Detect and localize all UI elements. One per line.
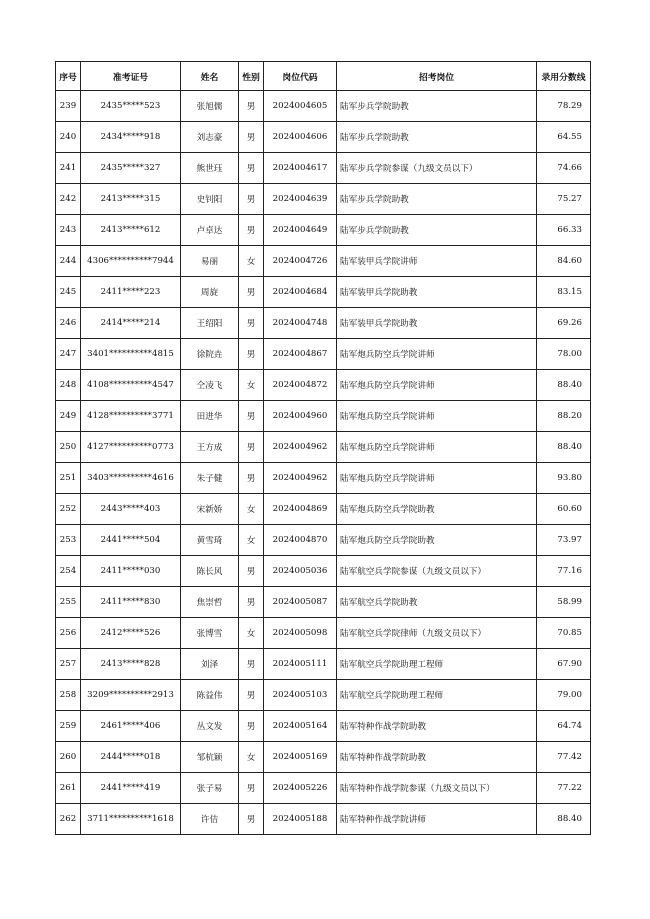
- cell-post-code: 2024005188: [264, 804, 337, 835]
- table-body: [56, 91, 591, 835]
- cell-post-code: 2024005036: [264, 556, 337, 587]
- cell-post-code: 2024005111: [264, 649, 337, 680]
- table-row: [56, 711, 591, 742]
- header-seq: 序号: [56, 62, 81, 91]
- cell-seq: 258: [56, 680, 81, 711]
- cell-name: 易丽: [181, 246, 239, 277]
- cell-name: 刘泽: [181, 649, 239, 680]
- cell-score: 74.66: [537, 153, 591, 184]
- cell-exam-id: 2441*****504: [81, 525, 181, 556]
- cell-exam-id: 2435*****523: [81, 91, 181, 122]
- table-row: [56, 680, 591, 711]
- cell-post: 陆军航空兵学院助理工程师: [337, 649, 537, 680]
- table-row: [56, 91, 591, 122]
- table-row: [56, 463, 591, 494]
- cell-seq: 261: [56, 773, 81, 804]
- cell-seq: 254: [56, 556, 81, 587]
- cell-post: 陆军特种作战学院助教: [337, 711, 537, 742]
- cell-exam-id: 2413*****828: [81, 649, 181, 680]
- cell-gender: 男: [239, 773, 264, 804]
- cell-score: 70.85: [537, 618, 591, 649]
- cell-name: 仝凌飞: [181, 370, 239, 401]
- cell-post-code: 2024004870: [264, 525, 337, 556]
- cell-post-code: 2024005087: [264, 587, 337, 618]
- cell-gender: 女: [239, 742, 264, 773]
- header-gender: 性别: [239, 62, 264, 91]
- cell-name: 焦崇哲: [181, 587, 239, 618]
- cell-score: 77.22: [537, 773, 591, 804]
- cell-score: 78.00: [537, 339, 591, 370]
- table-row: [56, 246, 591, 277]
- cell-gender: 男: [239, 91, 264, 122]
- cell-post: 陆军炮兵防空兵学院助教: [337, 525, 537, 556]
- cell-exam-id: 4306**********7944: [81, 246, 181, 277]
- cell-name: 许佶: [181, 804, 239, 835]
- cell-exam-id: 4127**********0773: [81, 432, 181, 463]
- cell-gender: 女: [239, 246, 264, 277]
- cell-seq: 239: [56, 91, 81, 122]
- cell-seq: 255: [56, 587, 81, 618]
- cell-gender: 男: [239, 308, 264, 339]
- header-name: 姓名: [181, 62, 239, 91]
- cell-name: 卢卓达: [181, 215, 239, 246]
- cell-gender: 男: [239, 401, 264, 432]
- cell-post: 陆军步兵学院参谋（九级文员以下）: [337, 153, 537, 184]
- cell-seq: 244: [56, 246, 81, 277]
- cell-gender: 女: [239, 494, 264, 525]
- cell-seq: 247: [56, 339, 81, 370]
- cell-gender: 男: [239, 804, 264, 835]
- cell-post: 陆军装甲兵学院助教: [337, 308, 537, 339]
- cell-score: 93.80: [537, 463, 591, 494]
- cell-exam-id: 2443*****403: [81, 494, 181, 525]
- table-row: [56, 308, 591, 339]
- table-row: [56, 618, 591, 649]
- cell-exam-id: 3711**********1618: [81, 804, 181, 835]
- header-row: [56, 62, 591, 91]
- cell-score: 88.40: [537, 804, 591, 835]
- cell-post: 陆军炮兵防空兵学院讲师: [337, 401, 537, 432]
- cell-exam-id: 2411*****830: [81, 587, 181, 618]
- cell-post-code: 2024004617: [264, 153, 337, 184]
- cell-name: 田进华: [181, 401, 239, 432]
- cell-post-code: 2024004962: [264, 432, 337, 463]
- cell-seq: 243: [56, 215, 81, 246]
- cell-exam-id: 2413*****315: [81, 184, 181, 215]
- cell-post: 陆军航空兵学院律师（九级文员以下）: [337, 618, 537, 649]
- cell-gender: 男: [239, 556, 264, 587]
- cell-post-code: 2024004869: [264, 494, 337, 525]
- cell-name: 陈长风: [181, 556, 239, 587]
- header-post-code: 岗位代码: [264, 62, 337, 91]
- cell-post-code: 2024004684: [264, 277, 337, 308]
- cell-exam-id: 2444*****018: [81, 742, 181, 773]
- table-row: [56, 370, 591, 401]
- cell-gender: 女: [239, 370, 264, 401]
- cell-post-code: 2024004605: [264, 91, 337, 122]
- cell-name: 宋新娇: [181, 494, 239, 525]
- cell-exam-id: 2414*****214: [81, 308, 181, 339]
- cell-exam-id: 3209**********2913: [81, 680, 181, 711]
- cell-gender: 男: [239, 649, 264, 680]
- cell-score: 83.15: [537, 277, 591, 308]
- cell-score: 58.99: [537, 587, 591, 618]
- cell-gender: 男: [239, 463, 264, 494]
- table-row: [56, 153, 591, 184]
- cell-name: 朱子健: [181, 463, 239, 494]
- cell-post-code: 2024005169: [264, 742, 337, 773]
- cell-gender: 男: [239, 711, 264, 742]
- table-row: [56, 556, 591, 587]
- results-table: [55, 61, 591, 835]
- cell-seq: 262: [56, 804, 81, 835]
- cell-score: 84.60: [537, 246, 591, 277]
- cell-name: 周旋: [181, 277, 239, 308]
- cell-name: 王绍阳: [181, 308, 239, 339]
- cell-score: 64.74: [537, 711, 591, 742]
- table-row: [56, 804, 591, 835]
- cell-exam-id: 2411*****223: [81, 277, 181, 308]
- cell-name: 徐院垚: [181, 339, 239, 370]
- cell-gender: 男: [239, 122, 264, 153]
- cell-gender: 男: [239, 277, 264, 308]
- cell-score: 88.40: [537, 432, 591, 463]
- cell-gender: 男: [239, 680, 264, 711]
- cell-score: 79.00: [537, 680, 591, 711]
- cell-post: 陆军炮兵防空兵学院讲师: [337, 339, 537, 370]
- cell-seq: 259: [56, 711, 81, 742]
- cell-seq: 256: [56, 618, 81, 649]
- table-row: [56, 277, 591, 308]
- table-row: [56, 122, 591, 153]
- cell-seq: 241: [56, 153, 81, 184]
- cell-name: 刘志豪: [181, 122, 239, 153]
- cell-post: 陆军航空兵学院助教: [337, 587, 537, 618]
- table-header: [56, 62, 591, 91]
- cell-seq: 246: [56, 308, 81, 339]
- cell-gender: 男: [239, 432, 264, 463]
- table-row: [56, 494, 591, 525]
- cell-score: 60.60: [537, 494, 591, 525]
- cell-post-code: 2024005103: [264, 680, 337, 711]
- cell-post-code: 2024004867: [264, 339, 337, 370]
- cell-post-code: 2024004962: [264, 463, 337, 494]
- cell-score: 67.90: [537, 649, 591, 680]
- cell-seq: 249: [56, 401, 81, 432]
- cell-post: 陆军装甲兵学院讲师: [337, 246, 537, 277]
- table-row: [56, 401, 591, 432]
- cell-gender: 男: [239, 339, 264, 370]
- table-row: [56, 525, 591, 556]
- cell-gender: 女: [239, 618, 264, 649]
- cell-exam-id: 3403**********4616: [81, 463, 181, 494]
- cell-exam-id: 2411*****030: [81, 556, 181, 587]
- table-row: [56, 587, 591, 618]
- cell-gender: 女: [239, 525, 264, 556]
- cell-post: 陆军炮兵防空兵学院助教: [337, 494, 537, 525]
- table-row: [56, 773, 591, 804]
- cell-post: 陆军炮兵防空兵学院讲师: [337, 432, 537, 463]
- cell-post-code: 2024004872: [264, 370, 337, 401]
- cell-score: 88.20: [537, 401, 591, 432]
- cell-name: 张子易: [181, 773, 239, 804]
- cell-post: 陆军步兵学院助教: [337, 91, 537, 122]
- table-row: [56, 742, 591, 773]
- cell-post: 陆军炮兵防空兵学院讲师: [337, 463, 537, 494]
- cell-name: 张旭儒: [181, 91, 239, 122]
- cell-score: 75.27: [537, 184, 591, 215]
- cell-score: 64.55: [537, 122, 591, 153]
- table-row: [56, 432, 591, 463]
- cell-name: 陈益伟: [181, 680, 239, 711]
- table-row: [56, 215, 591, 246]
- cell-post: 陆军航空兵学院参谋（九级文员以下）: [337, 556, 537, 587]
- cell-exam-id: 2441*****419: [81, 773, 181, 804]
- cell-post-code: 2024005164: [264, 711, 337, 742]
- cell-exam-id: 2412*****526: [81, 618, 181, 649]
- header-score: 录用分数线: [537, 62, 591, 91]
- cell-post-code: 2024005226: [264, 773, 337, 804]
- cell-post: 陆军特种作战学院讲师: [337, 804, 537, 835]
- cell-name: 邹杭颖: [181, 742, 239, 773]
- cell-post: 陆军航空兵学院助理工程师: [337, 680, 537, 711]
- cell-seq: 253: [56, 525, 81, 556]
- cell-post: 陆军步兵学院助教: [337, 122, 537, 153]
- cell-post-code: 2024004606: [264, 122, 337, 153]
- cell-seq: 250: [56, 432, 81, 463]
- cell-exam-id: 4128**********3771: [81, 401, 181, 432]
- cell-post-code: 2024004748: [264, 308, 337, 339]
- cell-name: 丛文发: [181, 711, 239, 742]
- cell-gender: 男: [239, 215, 264, 246]
- cell-post: 陆军特种作战学院助教: [337, 742, 537, 773]
- table-row: [56, 184, 591, 215]
- cell-score: 78.29: [537, 91, 591, 122]
- cell-gender: 男: [239, 184, 264, 215]
- cell-name: 史钊阳: [181, 184, 239, 215]
- cell-name: 黄雪琦: [181, 525, 239, 556]
- cell-exam-id: 2435*****327: [81, 153, 181, 184]
- cell-gender: 男: [239, 587, 264, 618]
- table-row: [56, 339, 591, 370]
- cell-seq: 240: [56, 122, 81, 153]
- cell-post: 陆军步兵学院助教: [337, 184, 537, 215]
- cell-seq: 260: [56, 742, 81, 773]
- cell-post: 陆军炮兵防空兵学院讲师: [337, 370, 537, 401]
- cell-score: 73.97: [537, 525, 591, 556]
- cell-seq: 242: [56, 184, 81, 215]
- cell-post: 陆军特种作战学院参谋（九级文员以下）: [337, 773, 537, 804]
- cell-seq: 257: [56, 649, 81, 680]
- cell-name: 熊世珏: [181, 153, 239, 184]
- table-row: [56, 649, 591, 680]
- cell-seq: 245: [56, 277, 81, 308]
- cell-score: 88.40: [537, 370, 591, 401]
- cell-exam-id: 2434*****918: [81, 122, 181, 153]
- cell-exam-id: 4108**********4547: [81, 370, 181, 401]
- cell-score: 69.26: [537, 308, 591, 339]
- cell-post-code: 2024004960: [264, 401, 337, 432]
- cell-gender: 男: [239, 153, 264, 184]
- cell-score: 77.16: [537, 556, 591, 587]
- cell-score: 77.42: [537, 742, 591, 773]
- cell-post: 陆军装甲兵学院助教: [337, 277, 537, 308]
- cell-exam-id: 3401**********4815: [81, 339, 181, 370]
- cell-score: 66.33: [537, 215, 591, 246]
- cell-exam-id: 2461*****406: [81, 711, 181, 742]
- cell-seq: 248: [56, 370, 81, 401]
- cell-post-code: 2024005098: [264, 618, 337, 649]
- cell-exam-id: 2413*****612: [81, 215, 181, 246]
- cell-post: 陆军步兵学院助教: [337, 215, 537, 246]
- header-exam-id: 准考证号: [81, 62, 181, 91]
- header-post: 招考岗位: [337, 62, 537, 91]
- cell-name: 王方成: [181, 432, 239, 463]
- cell-name: 张博雪: [181, 618, 239, 649]
- cell-post-code: 2024004726: [264, 246, 337, 277]
- cell-post-code: 2024004639: [264, 184, 337, 215]
- cell-seq: 252: [56, 494, 81, 525]
- cell-post-code: 2024004649: [264, 215, 337, 246]
- cell-seq: 251: [56, 463, 81, 494]
